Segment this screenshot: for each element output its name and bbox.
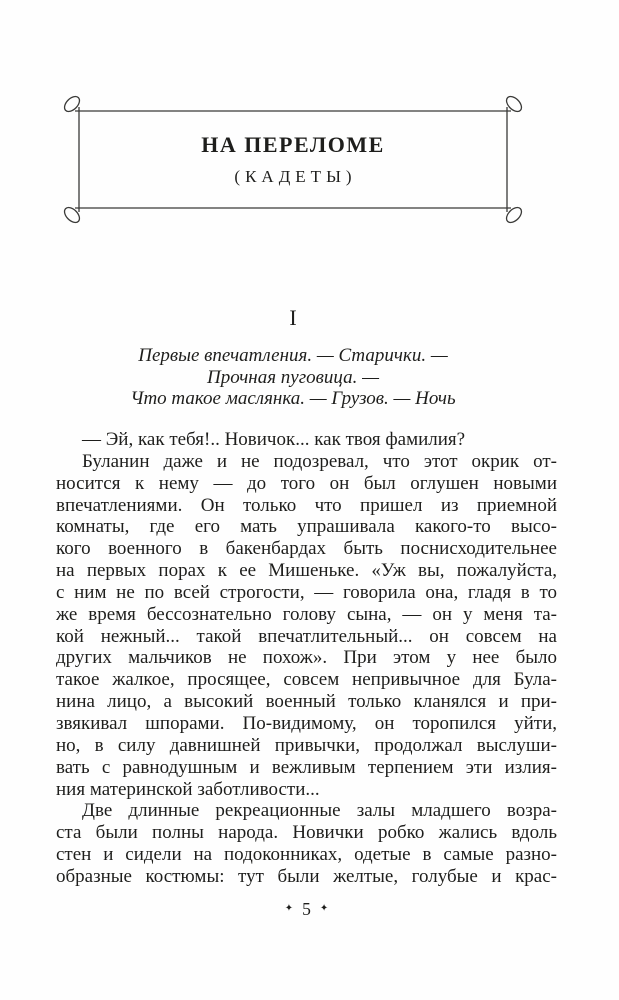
epigraph-line: Что такое маслянка. — Грузов. — Ночь: [130, 388, 456, 409]
chapter-epigraph: [56, 345, 530, 410]
body-line: такое жалкое, просящее, совсем непривычное для Була-: [56, 669, 557, 691]
body-line: ния материнской заботливости...: [56, 778, 320, 800]
chapter-number: I: [289, 305, 297, 330]
book-subtitle: (КАДЕТЫ): [234, 167, 357, 187]
body-line: комнаты, где его мать упрашивала какого-то высо-: [56, 516, 557, 538]
body-line: стен и сидели на подоконниках, одетые в самые разно-: [56, 844, 557, 866]
epigraph-line: Первые впечатления. — Старички. —: [138, 345, 448, 366]
epigraph-line: Прочная пуговица. —: [206, 366, 380, 388]
body-line: же время бессознательно голову сына, — он у меня та-: [56, 603, 557, 625]
page-footer: [56, 901, 557, 919]
body-line: других мальчиков не похож». При этом у нее было: [56, 647, 557, 669]
body-text: [56, 429, 557, 888]
body-line: впечатлениями. Он только что пришел из приемной: [56, 494, 557, 516]
page-number: 5: [302, 899, 311, 919]
body-line: на первых порах к ее Мишеньке. «Уж вы, пожалуйста,: [56, 560, 557, 582]
body-line: образные костюмы: тут были желтые, голубые и крас-: [56, 865, 557, 887]
body-line: носится к нему — до того он был оглушен новыми: [56, 472, 557, 494]
body-line: кого военного в бакенбардах быть поснисходительнее: [56, 538, 557, 560]
body-line: Две длинные рекреационные залы младшего возра-: [82, 800, 557, 822]
book-title: НА ПЕРЕЛОМЕ: [201, 131, 385, 157]
body-line: Буланин даже и не подозревал, что этот окрик от-: [82, 450, 557, 472]
body-line: с ним не по всей строгости, — говорила она, гладя в то: [56, 581, 557, 603]
body-line: вать с равнодушным и вежливым терпением эти излия-: [56, 756, 557, 778]
body-line: звякивал шпорами. По-видимому, он торопился уйти,: [56, 712, 557, 734]
body-line: кой нежный... такой впечатлительный... он совсем на: [56, 625, 557, 647]
body-line: — Эй, как тебя!.. Новичок... как твоя фамилия?: [82, 429, 466, 450]
body-line: нина лицо, а высокий военный только кланялся и при-: [56, 691, 557, 713]
body-line: но, в силу давнишней привычки, продолжал выслуши-: [56, 734, 557, 756]
diamond-ornament-icon: ✦: [284, 902, 294, 914]
body-line: ста были полны народа. Новички робко жались вдоль: [56, 822, 557, 844]
diamond-ornament-icon: ✦: [319, 902, 329, 914]
title-frame: [79, 111, 507, 208]
